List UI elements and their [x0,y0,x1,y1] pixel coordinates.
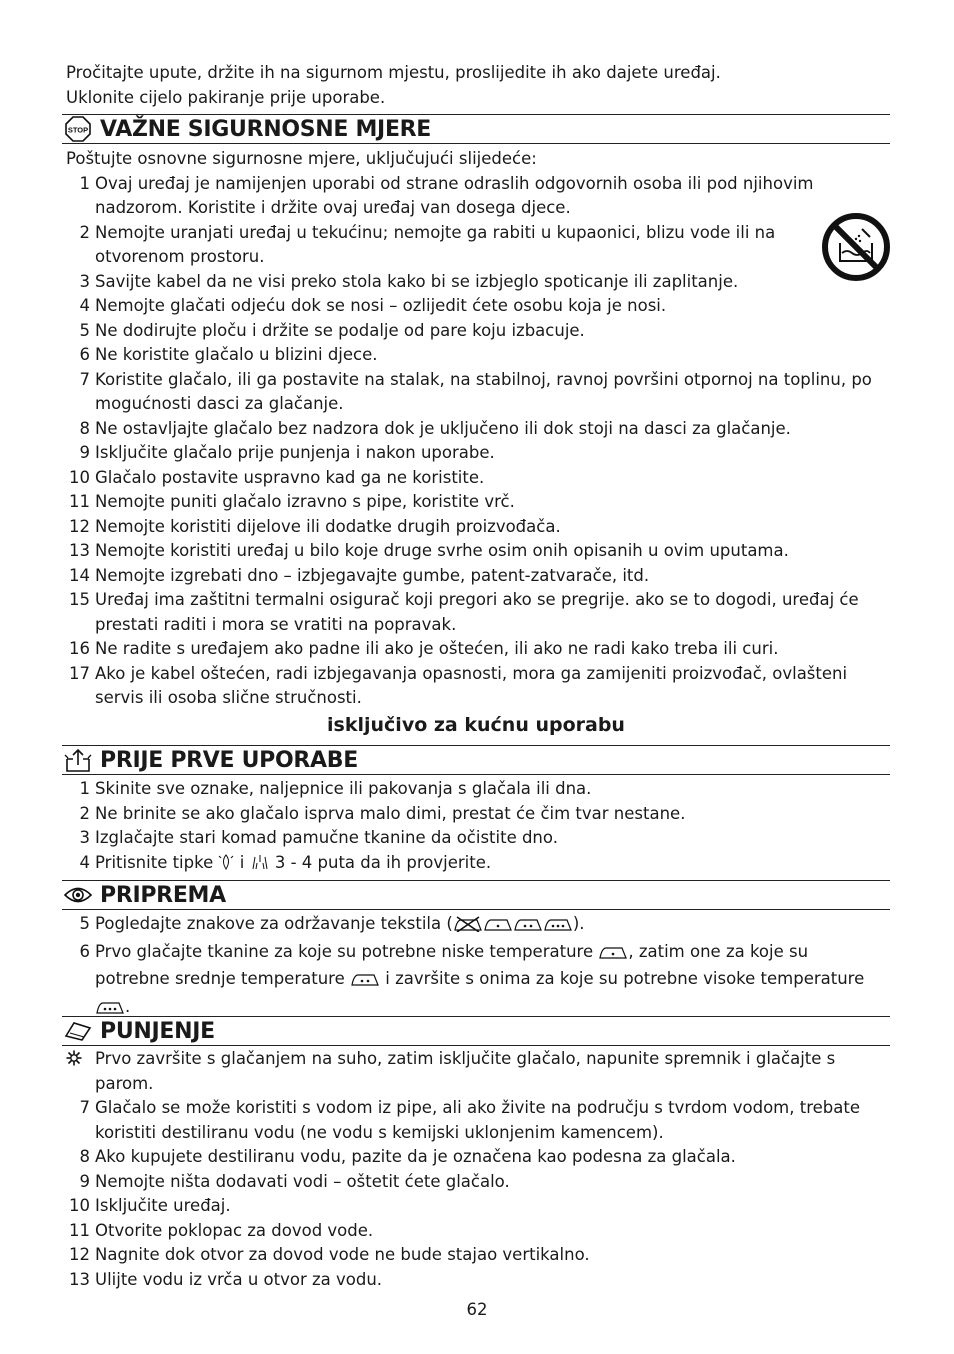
first-use-heading [62,745,890,775]
unpack-box-icon [64,748,92,772]
household-use-note: isključivo za kućnu uporabu [327,714,625,736]
page-number: 62 [466,1300,488,1319]
iron-low-icon [598,943,628,968]
list-item: 2 Nemojte uranjati uređaj u tekućinu; nemojte ga rabiti u kupaonici, blizu vode ili na otvorenom prostoru. [79,222,776,266]
list-item: 5 Pogledajte znakove za održavanje tekstila ( ). [66,912,886,940]
preparation-heading [62,880,890,910]
list-item: 5 Ne dodirujte ploču i držite se podalje od pare koju izbacuje. [79,320,585,340]
list-item: 9 Isključite glačalo prije punjenja i nakon uporabe. [79,443,495,462]
iron-medium-icon [350,970,380,995]
svg-text:STOP: STOP [67,125,89,135]
list-item: 10 Isključite uređaj. [69,1196,231,1215]
list-item: 4 Nemojte glačati odjeću dok se nosi – ozlijedit ćete osobu koja je nosi. [79,296,667,315]
list-item: 1 Ovaj uređaj je namijenjen uporabi od strane odraslih odgovornih osoba ili pod njihovim nadzorom. Koristite i držite ovaj uređaj van dosega djece. [79,173,814,217]
list-item: 11 Nemojte puniti glačalo izravno s pipe, koristite vrč. [69,492,515,511]
list-item: 14 Nemojte izgrebati dno – izbjegavajte gumbe, patent-zatvarače, itd. [69,565,650,585]
eye-icon [64,883,92,907]
list-item: 8 Ne ostavljajte glačalo bez nadzora dok je uključeno ili dok stoji na dasci za glačanje. [79,418,791,438]
list-item: 2 Ne brinite se ako glačalo isprva malo dimi, prestat će čim tvar nestane. [79,803,686,823]
intro-line: Pročitajte upute, držite ih na sigurnom mjestu, proslijedite ih ako dajete uređaj. [66,63,721,82]
safety-lead: Poštujte osnovne sigurnosne mjere, uključujući slijedeće: [66,149,537,168]
filling-list [66,1047,886,1292]
list-item: 3 Savijte kabel da ne visi preko stola kako bi se izbjeglo spoticanje ili zaplitanje. [79,271,739,291]
no-water-immersion-icon [822,211,890,287]
list-item: 6 Prvo glačajte tkanine za koje su potrebne niske temperature , zatim one za koje su potrebne srednje temperature i završite s onima za koje su potrebne visoke temperature . [66,940,886,1023]
list-item: 6 Ne koristite glačalo u blizini djece. [79,345,378,364]
steam-star-icon [66,1047,90,1096]
list-item: 11 Otvorite poklopac za dovod vode. [69,1220,374,1240]
list-item: 9 Nemojte ništa dodavati vodi – oštetit ćete glačalo. [79,1171,510,1191]
list-item: 12 Nemojte koristiti dijelove ili dodatke drugih proizvođača. [69,516,561,536]
stop-sign-icon [64,117,92,141]
list-item: 4 Pritisnite tipke i 3 - 4 puta da ih provjerite. [66,851,886,879]
filling-title: PUNJENJE [100,1018,215,1044]
first-use-title: PRIJE PRVE UPORABE [100,747,358,773]
filling-heading [62,1016,890,1046]
list-item: 13 Nemojte koristiti uređaj u bilo koje druge svrhe osim onih opisanih u ovim uputama. [69,541,789,560]
preparation-title: PRIPREMA [100,882,226,908]
spray-button-icon [218,853,234,879]
list-item: 12 Nagnite dok otvor za dovod vode ne bude stajao vertikalno. [69,1245,590,1264]
iron-high-icon [543,915,573,940]
list-item: 10 Glačalo postavite uspravno kad ga ne koristite. [69,467,485,487]
list-item: 16 Ne radite s uređajem ako padne ili ako je oštećen, ili ako ne radi kako treba ili curi. [69,639,779,658]
preparation-list [66,912,886,1022]
list-item: 1 Skinite sve oznake, naljepnice ili pakovanja s glačala ili dna. [79,779,592,798]
first-use-list [66,777,886,878]
list-item: 13 Ulijte vodu iz vrča u otvor za vodu. [69,1269,383,1289]
iron-medium-icon [513,915,543,940]
water-tank-icon [64,1019,92,1043]
list-item: 15 Uređaj ima zaštitni termalni osigurač koji pregori ako se pregrije. ako se to dogodi, uređaj će prestati raditi i mora se vratiti na popravak. [69,590,859,634]
safety-list [66,147,886,711]
steam-shot-icon [250,853,270,879]
intro-text [66,61,896,110]
list-item: 7 Koristite glačalo, ili ga postavite na stalak, na stabilnoj, ravnoj površini otpornoj na toplinu, po mogućnosti dasci za glačanje. [79,369,872,413]
list-item: 7 Glačalo se može koristiti s vodom iz pipe, ali ako živite na području s tvrdom vodom, trebate koristiti destiliranu vodu (ne vodu s kemijski uklonjenim kamencem). [79,1098,860,1142]
list-item: 3 Izglačajte stari komad pamučne tkanine da očistite dno. [79,828,558,847]
iron-low-icon [483,915,513,940]
no-iron-icon [453,915,483,940]
list-item: 8 Ako kupujete destiliranu vodu, pazite da je označena kao podesna za glačala. [79,1147,736,1166]
list-item: 17 Ako je kabel oštećen, radi izbjegavanja opasnosti, mora ga zamijeniti proizvođač, ovlašteni servis ili osoba slične stručnosti. [69,663,848,707]
safety-title: VAŽNE SIGURNOSNE MJERE [100,116,432,142]
intro-line: Uklonite cijelo pakiranje prije uporabe. [66,87,386,107]
safety-heading [62,114,890,144]
list-item: Prvo završite s glačanjem na suho, zatim isključite glačalo, napunite spremnik i glačajte s parom. [66,1047,886,1096]
